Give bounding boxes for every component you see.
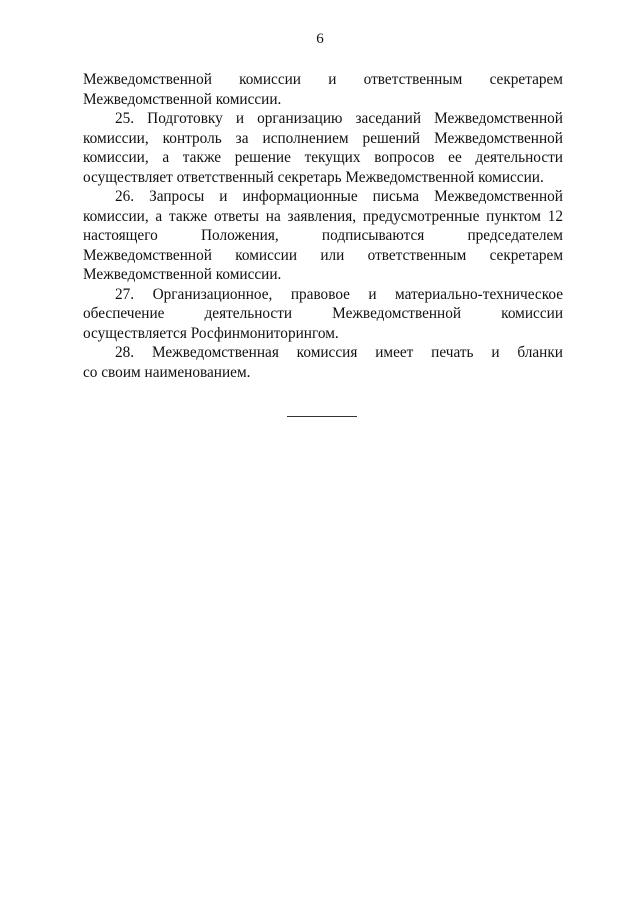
text-line: осуществляет ответственный секретарь Межведомственной комиссии. (83, 168, 544, 186)
page-number: 6 (316, 31, 324, 47)
text-line: Межведомственной комиссии или ответственным секретарем (83, 246, 563, 264)
text-line: настоящего Положения, подписываются председателем (83, 227, 563, 244)
text-line: Межведомственной комиссии. (83, 90, 282, 108)
text-line: осуществляется Росфинмониторингом. (83, 324, 339, 342)
text-line: комиссии, а также решение текущих вопросов ее деятельности (83, 149, 563, 166)
paragraph-27-start: 27. Организационное, правовое и материально-техническое (115, 285, 563, 303)
paragraph-26-start: 26. Запросы и информационные письма Межведомственной (115, 188, 563, 205)
text-line: Межведомственной комиссии. (83, 266, 282, 283)
text-line: комиссии, а также ответы на заявления, предусмотренные пунктом 12 (83, 207, 563, 225)
paragraph-28-start: 28. Межведомственная комиссия имеет печать и бланки (115, 344, 563, 361)
text-line: комиссии, контроль за исполнением решений Межведомственной (83, 129, 563, 147)
text-line: со своим наименованием. (83, 363, 251, 381)
paragraph-25-start: 25. Подготовку и организацию заседаний Межведомственной (115, 110, 563, 127)
text-line: обеспечение деятельности Межведомственной комиссии (83, 305, 563, 322)
document-body (83, 70, 563, 382)
text-line: Межведомственной комиссии и ответственным секретарем (83, 71, 563, 88)
end-of-document-divider (287, 416, 357, 417)
